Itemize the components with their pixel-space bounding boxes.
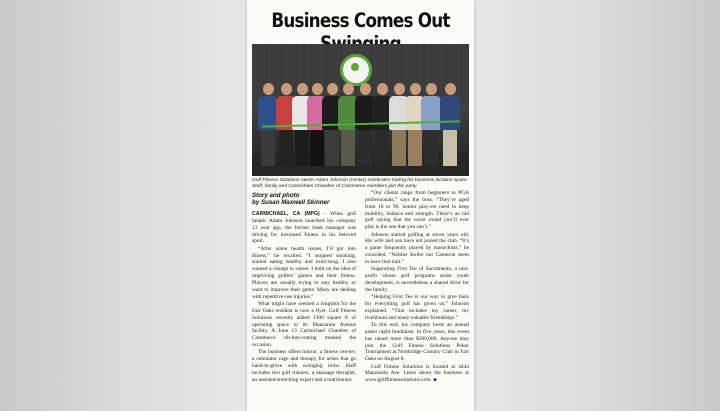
article-paragraph: [365, 364, 469, 386]
article-paragraph: Supporting First Tee of Sacramento, a non-profit whose golf programs assist youth development, is nevertheless a shared drive for the family.: [365, 266, 469, 293]
end-mark-icon: ◆: [433, 378, 438, 384]
paragraph-text: Golf Fitness Solutions is located at 4444 Manzanita Ave. Learn about the business at www.golffitnesssolutions.com.: [365, 363, 469, 384]
article-paragraph: What might have seemed a longshot for the Fair Oaks resident is now a flyer. Golf Fitness Solutions recently added 1300 square ft of operating space to its Manzanita Avenue facility. A June 13 Carmichael Chamber of Commerce rib-bon-cutting marked the occasion.: [252, 300, 356, 349]
article-paragraph: “Our clients range from beginners to PGA professionals,” says the boss. “They’re aged from 18 to 90. Senior play-ers need to keep mobility, balance and strength. There’s an old golf saying that the worst round you’ll ever play is the one that you can’t.”: [365, 190, 469, 231]
byline-line-1: Story and photo: [252, 192, 300, 199]
newspaper-page: [247, 0, 474, 411]
byline: [252, 192, 362, 206]
article-column-1: [252, 211, 356, 384]
paragraph-text: - When golf fanatic Adam Johnson launched his company 13 year ago, the former bank manager was driving for increased fitness in his beloved sport.: [252, 211, 357, 245]
article-column-2: [365, 190, 469, 386]
photo-caption: Golf Fitness Solutions owner Adam Johnson (center) celebrates tripling his business location space. Staff, family and Carmichael Chamber of Commerce members join the party.: [252, 178, 469, 189]
article-paragraph: “After some health issues, I’d got into fitness,” he recalled. “I stopped smoking, started eating healthy and exercising. I also wanted a change in career. I built on the idea of improving golfers’ games and their fitness. Players are usually trying to stay healthy or want to improve their game. Many are dealing with repetitive-use injuries.”: [252, 245, 356, 300]
golf-logo-icon: [340, 54, 372, 86]
article-paragraph: [252, 211, 356, 245]
article-paragraph: “Helping First Tee is our way to give back for everything golf has given us,” Johnson explained. “That includes my career, my livelihood and many valuable friendships.”: [365, 294, 469, 321]
article-paragraph: Johnson started golfing at seven years old. His wife and son have not joined the club. “It’s a game frequently played by masochists,” he conceded. “Neither Keller nor Cameron seem to have that trait.”: [365, 231, 469, 265]
person-figure: [440, 83, 460, 166]
article-paragraph: The business offers tuition; a fitness cen-ter; a simulator cage and therapy for aches that go hand-in-glove with swinging irons. Staff includes two golf trainers, a massage therapist, an assisted-stretching expert and a nutritionist.: [252, 349, 356, 383]
dateline: CARMICHAEL, CA (MPG): [252, 211, 320, 217]
byline-line-2: by Susan Maxwell Skinner: [252, 199, 330, 206]
article-headline: Business Comes Out: [271, 9, 450, 32]
article-paragraph: To this end, his company hosts an annual poker night fundraiser. In five years, this event has raised more than $200,000. Anyone may join the Golf Fitness Solutions Poker Tournament at Northridge Country Club in Fair Oaks on August 8.: [365, 322, 469, 363]
ribbon-cutting-photo: [252, 44, 469, 176]
person-figure: [421, 83, 441, 166]
